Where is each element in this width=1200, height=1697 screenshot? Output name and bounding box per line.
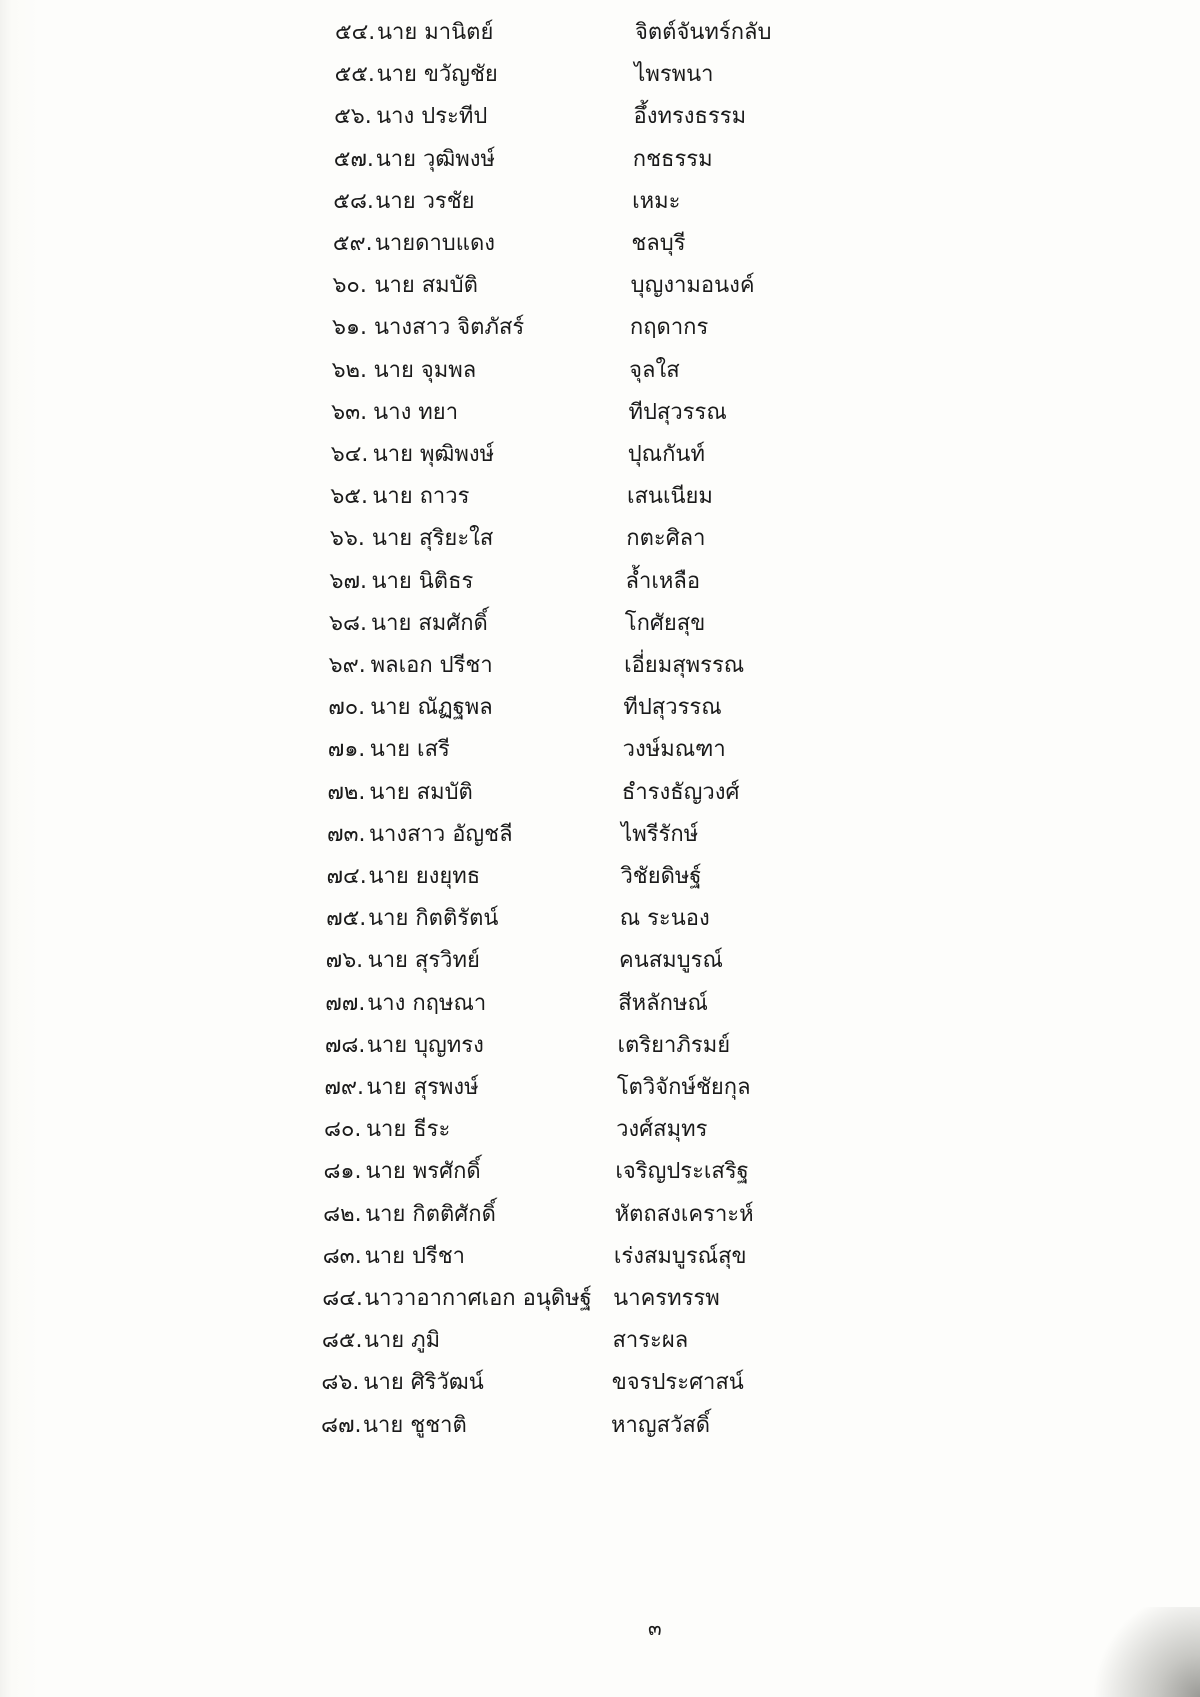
given-name: นาย วุฒิพงษ์ (375, 146, 495, 172)
given-name: นาย ณัฏฐพล (370, 695, 493, 721)
item-number: ๘๐. (323, 1117, 362, 1143)
list-item (323, 1195, 843, 1235)
surname: ล้ำเหลือ (625, 568, 701, 594)
given-name: นาง ประทีป (376, 104, 488, 130)
list-item (324, 1152, 844, 1192)
surname: เตริยาภิรมย์ (617, 1032, 731, 1058)
item-number: ๘๒. (323, 1201, 362, 1227)
given-name: นาย พรศักดิ์ (365, 1159, 481, 1185)
given-name: นาย กิตติรัตน์ (368, 906, 499, 932)
given-name: นาย มานิตย์ (377, 20, 494, 45)
surname: เอี่ยมสุพรรณ (624, 653, 745, 678)
item-number: ๘๓. (322, 1243, 362, 1269)
surname: ธำรงธัญวงศ์ (621, 779, 740, 805)
surname: เร่งสมบูรณ์สุข (613, 1243, 747, 1269)
given-name: นาย ธีระ (365, 1117, 451, 1143)
item-number: ๕๗. (333, 146, 374, 172)
list-item (324, 1110, 844, 1150)
list-item (333, 182, 853, 222)
list-item (328, 730, 848, 770)
surname: จุลใส (629, 357, 680, 383)
list-item (335, 55, 855, 95)
list-item (332, 266, 852, 306)
surname: โตวิจักษ์ชัยกุล (616, 1075, 751, 1100)
item-number: ๗๔. (326, 864, 367, 889)
surname: กชธรรม (632, 146, 713, 172)
list-item (326, 941, 846, 981)
given-name: นาย กิตติศักดิ์ (365, 1201, 496, 1227)
list-item (335, 13, 855, 53)
item-number: ๘๔. (322, 1286, 363, 1311)
surname: ณ ระนอง (619, 906, 710, 932)
surname: ทีปสุวรรณ (623, 695, 722, 721)
given-name: นาย นิติธร (371, 568, 474, 594)
item-number: ๕๕. (334, 62, 375, 88)
item-number: ๗๑. (327, 737, 366, 763)
given-name: นางสาว อัญชลี (368, 821, 513, 847)
given-name: นาย ศิริวัฒน์ (363, 1370, 484, 1396)
given-name: นาง กฤษณา (367, 990, 487, 1016)
given-name: นาง ทยา (373, 399, 459, 425)
surname: ไพรีรักษ์ (621, 821, 699, 847)
surname: บุญงามอนงค์ (630, 273, 755, 299)
list-item (327, 773, 847, 813)
scan-shadow (1090, 1607, 1200, 1697)
given-name: นาย สมบัติ (374, 273, 478, 299)
surname: กฤดากร (629, 315, 709, 341)
list-item (322, 1279, 842, 1319)
item-number: ๗๒. (327, 779, 366, 805)
item-number: ๕๔. (335, 20, 376, 45)
item-number: ๕๙. (332, 231, 373, 256)
item-number: ๗๕. (326, 906, 367, 932)
item-number: ๖๘. (329, 610, 367, 636)
item-number: ๖๐. (332, 273, 367, 299)
surname: สีหลักษณ์ (618, 990, 708, 1016)
given-name: นาย พุฒิพงษ์ (372, 442, 495, 467)
item-number: ๘๗. (321, 1412, 362, 1438)
item-number: ๘๕. (321, 1328, 363, 1354)
list-item (322, 1321, 842, 1361)
item-number: ๖๙. (328, 653, 366, 678)
surname: ปุณกันท์ (627, 442, 705, 467)
surname: วิชัยดิษฐ์ (620, 864, 702, 889)
given-name: พลเอก ปรีชา (370, 653, 493, 678)
list-item (321, 1406, 841, 1446)
item-number: ๕๘. (333, 188, 374, 214)
list-item (326, 899, 846, 939)
list-item (332, 308, 852, 348)
list-item (331, 435, 851, 475)
item-number: ๗๘. (324, 1032, 366, 1058)
surname: กตะศิลา (626, 526, 706, 552)
item-number: ๗๗. (325, 990, 366, 1016)
surname: ทีปสุวรรณ (628, 399, 727, 425)
surname: อึ้งทรงธรรม (633, 104, 747, 130)
given-name: นาย บุญทรง (366, 1032, 484, 1058)
item-number: ๘๖. (321, 1370, 360, 1396)
list-item (334, 140, 854, 180)
surname: จิตต์จันทร์กลับ (635, 20, 772, 45)
given-name: นาย สมบัติ (369, 779, 473, 805)
list-item (323, 1237, 843, 1277)
list-item (329, 562, 849, 602)
item-number: ๗๓. (326, 821, 366, 847)
list-item (330, 519, 850, 559)
list-item (324, 1068, 844, 1108)
item-number: ๗๐. (328, 695, 366, 721)
list-item (334, 97, 854, 137)
surname: หาญสวัสดิ์ (611, 1412, 711, 1438)
list-item (333, 224, 853, 264)
item-number: ๖๑. (332, 315, 367, 341)
item-number: ๖๗. (329, 568, 367, 594)
given-name: นาย ภูมิ (363, 1328, 441, 1354)
surname: นาครทรรพ (613, 1286, 720, 1311)
list-item (325, 1026, 845, 1066)
given-name: นาย วรชัย (375, 188, 475, 214)
item-number: ๕๖. (334, 104, 372, 130)
item-number: ๗๙. (324, 1075, 365, 1100)
item-number: ๖๔. (330, 442, 369, 467)
list-item (327, 815, 847, 855)
given-name: นาย จุมพล (373, 357, 477, 383)
list-item (329, 646, 849, 686)
item-number: ๖๒. (331, 357, 368, 383)
given-name: นาย ชูชาติ (363, 1412, 467, 1438)
surname: วงศ์สมุทร (616, 1117, 708, 1143)
given-name: นาย ถาวร (372, 484, 470, 510)
item-number: ๖๓. (331, 399, 368, 425)
given-name: นาย สุรวิทย์ (367, 948, 480, 974)
item-number: ๘๑. (323, 1159, 362, 1185)
given-name: นาย สมศักดิ์ (371, 610, 488, 636)
list-item (332, 351, 852, 391)
surname: คนสมบูรณ์ (618, 948, 723, 974)
surname: ไพรพนา (634, 62, 714, 88)
list-item (330, 477, 850, 517)
given-name: นายดาบแดง (374, 231, 495, 256)
surname: โกศัยสุข (624, 610, 706, 636)
list-item (327, 857, 847, 897)
list-item (325, 984, 845, 1024)
item-number: ๖๖. (329, 526, 365, 552)
item-number: ๗๖. (325, 948, 364, 974)
list-item (331, 393, 851, 433)
given-name: นาย สุรพงษ์ (366, 1075, 479, 1100)
surname: เจริญประเสริฐ (615, 1159, 749, 1185)
item-number: ๖๕. (330, 484, 368, 510)
list-item (321, 1363, 841, 1403)
given-name: นาย ยงยุทธ (368, 864, 481, 889)
surname: ขจรประศาสน์ (611, 1370, 744, 1396)
surname: เสนเนียม (626, 484, 713, 510)
list-item (328, 688, 848, 728)
given-name: นาวาอากาศเอก อนุดิษฐ์ (364, 1286, 592, 1311)
page-number: ๓ (648, 1616, 662, 1640)
given-name: นาย ปรีชา (364, 1243, 466, 1269)
given-name: นาย ขวัญชัย (376, 62, 498, 88)
surname: เหมะ (632, 188, 681, 214)
list-item (329, 604, 849, 644)
surname: หัตถสงเคราะห์ (614, 1201, 754, 1227)
given-name: นาย เสรี (369, 737, 450, 763)
given-name: นางสาว จิตภัสร์ (374, 315, 525, 341)
surname: สาระผล (612, 1328, 689, 1354)
given-name: นาย สุริยะใส (371, 526, 494, 552)
surname: ชลบุรี (631, 231, 686, 256)
surname: วงษ์มณฑา (622, 737, 726, 763)
